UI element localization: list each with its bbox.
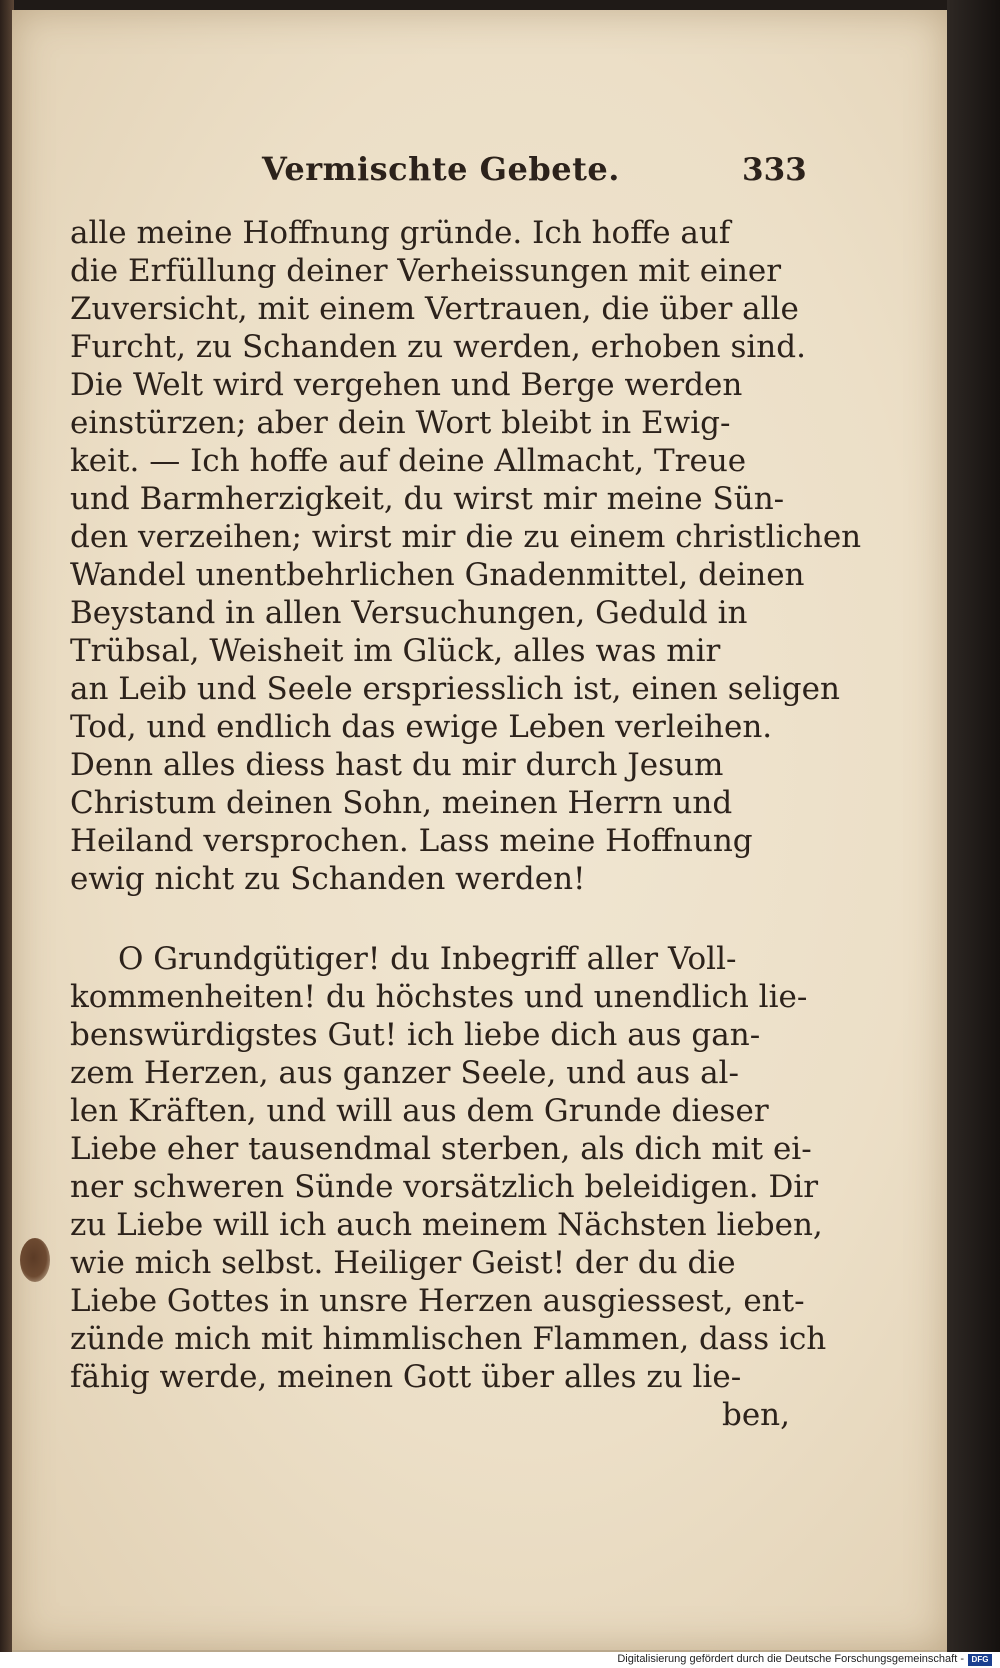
text-line: Zuversicht, mit einem Vertrauen, die über alle <box>70 291 799 327</box>
text-line: zu Liebe will ich auch meinem Nächsten lieben, <box>70 1207 823 1243</box>
text-line: benswürdigstes Gut! ich liebe dich aus gan- <box>70 1017 761 1053</box>
text-line: ewig nicht zu Schanden werden! <box>70 861 586 897</box>
text-line: O Grundgütiger! du Inbegriff aller Voll- <box>118 941 737 977</box>
text-line: den verzeihen; wirst mir die zu einem christlichen <box>70 519 862 555</box>
page-number: 333 <box>742 152 807 188</box>
text-line: Denn alles diess hast du mir durch Jesum <box>70 747 724 783</box>
text-line: Tod, und endlich das ewige Leben verleihen. <box>70 709 773 745</box>
text-line: Liebe Gottes in unsre Herzen ausgiessest, ent- <box>70 1283 805 1319</box>
dfg-logo: DFG <box>968 1654 992 1666</box>
text-line: an Leib und Seele erspriesslich ist, einen seligen <box>70 671 840 707</box>
text-line: Liebe eher tausendmal sterben, als dich mit ei- <box>70 1131 812 1167</box>
text-line: Trübsal, Weisheit im Glück, alles was mir <box>70 633 721 669</box>
catchword: ben, <box>721 1397 790 1433</box>
text-line: keit. — Ich hoffe auf deine Allmacht, Treue <box>70 443 747 479</box>
funding-credit: Digitalisierung gefördert durch die Deutsche Forschungsgemeinschaft - <box>617 1653 964 1665</box>
text-line: Heiland versprochen. Lass meine Hoffnung <box>70 823 753 859</box>
text-line: Christum deinen Sohn, meinen Herrn und <box>70 785 733 821</box>
text-line: und Barmherzigkeit, du wirst mir meine Sün- <box>70 481 785 517</box>
page-stain <box>20 1238 50 1282</box>
text-line: len Kräften, und will aus dem Grunde dieser <box>70 1093 769 1129</box>
text-line: zünde mich mit himmlischen Flammen, dass ich <box>70 1321 827 1357</box>
text-line: Furcht, zu Schanden zu werden, erhoben sind. <box>70 329 806 365</box>
text-line: Die Welt wird vergehen und Berge werden <box>70 367 743 403</box>
text-line: Wandel unentbehrlichen Gnadenmittel, deinen <box>70 557 805 593</box>
running-head: Vermischte Gebete. <box>262 150 620 188</box>
book-cover-edge <box>947 0 1000 1652</box>
text-line: Beystand in allen Versuchungen, Geduld in <box>70 595 748 631</box>
text-line: ner schweren Sünde vorsätzlich beleidigen. Dir <box>70 1169 819 1205</box>
text-line: einstürzen; aber dein Wort bleibt in Ewig- <box>70 405 731 441</box>
text-line: zem Herzen, aus ganzer Seele, und aus al- <box>70 1055 739 1091</box>
text-line: die Erfüllung deiner Verheissungen mit einer <box>70 253 782 289</box>
text-line: wie mich selbst. Heiliger Geist! der du die <box>70 1245 736 1281</box>
text-line: alle meine Hoffnung gründe. Ich hoffe auf <box>70 215 731 251</box>
text-line: kommenheiten! du höchstes und unendlich lie- <box>70 979 808 1015</box>
text-line: fähig werde, meinen Gott über alles zu lie- <box>70 1359 742 1395</box>
